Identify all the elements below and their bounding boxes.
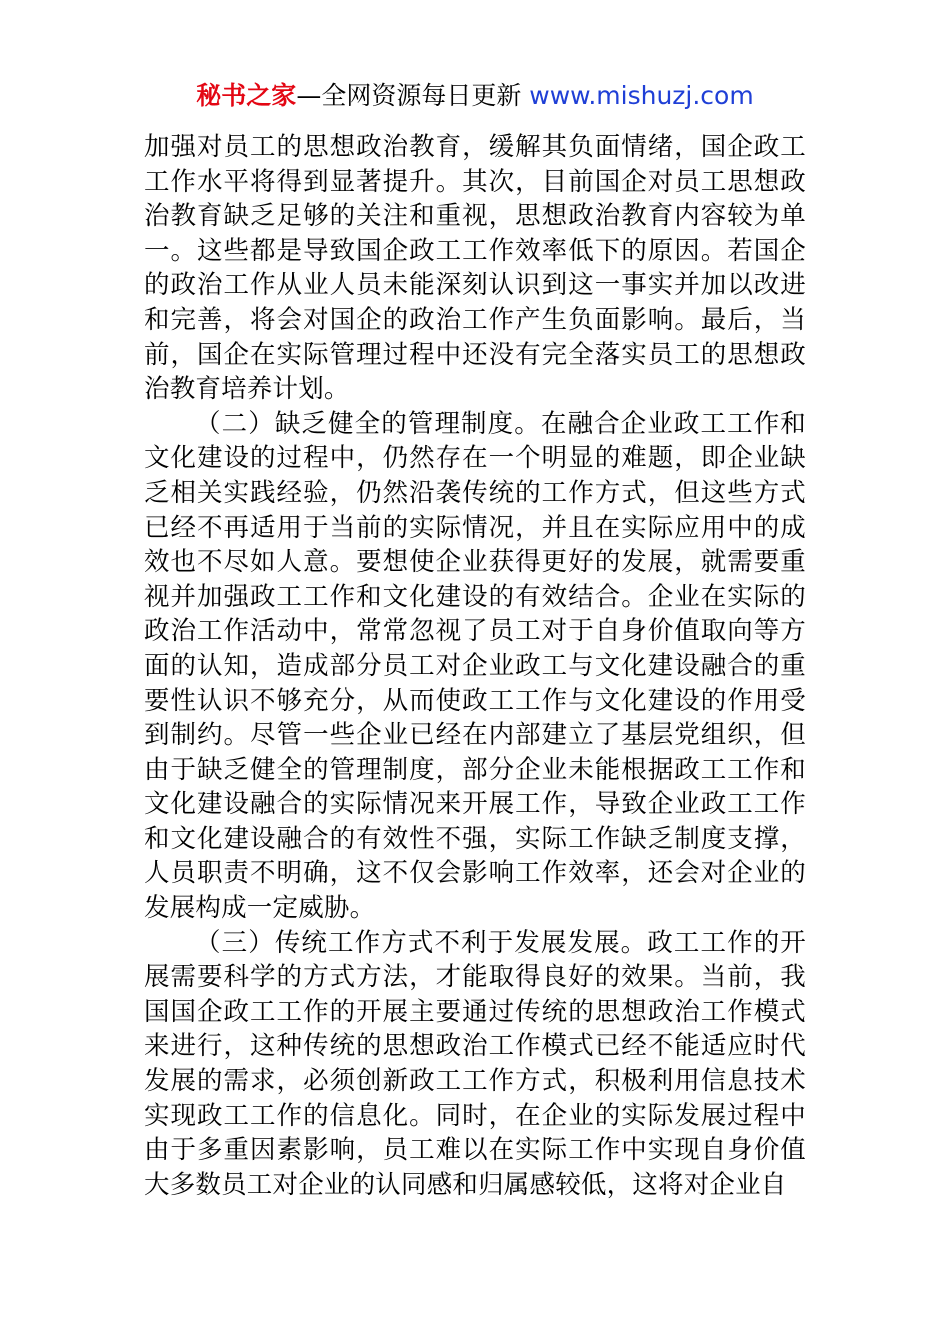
website-link[interactable]: www.mishuzj.com	[529, 81, 754, 110]
paragraph-section-3: （三）传统工作方式不利于发展发展。政工工作的开展需要科学的方式方法，才能取得良好的效果。当前，我国国企政工工作的开展主要通过传统的思想政治工作模式来进行，这种传统的思想政治工作模式已经不能适应时代发展的需求，必须创新政工工作方式，积极利用信息技术实现政工工作的信息化。同时，在企业的实际发展过程中由于多重因素影响，员工难以在实际工作中实现自身价值大多数员工对企业的认同感和归属感较低，这将对企业自	[144, 927, 806, 1200]
brand-name: 秘书之家	[196, 81, 297, 110]
page-header	[0, 80, 950, 112]
document-body	[144, 130, 806, 1202]
header-tagline: —全网资源每日更新	[296, 81, 522, 110]
paragraph-continued: 加强对员工的思想政治教育，缓解其负面情绪，国企政工工作水平将得到显著提升。其次，目前国企对员工思想政治教育缺乏足够的关注和重视，思想政治教育内容较为单一。这些都是导致国企政工工作效率低下的原因。若国企的政治工作从业人员未能深刻认识到这一事实并加以改进和完善，将会对国企的政治工作产生负面影响。最后，当前，国企在实际管理过程中还没有完全落实员工的思想政治教育培养计划。	[144, 132, 806, 405]
paragraph-section-2: （二）缺乏健全的管理制度。在融合企业政工工作和文化建设的过程中，仍然存在一个明显的难题，即企业缺乏相关实践经验，仍然沿袭传统的工作方式，但这些方式已经不再适用于当前的实际情况，并且在实际应用中的成效也不尽如人意。要想使企业获得更好的发展，就需要重视并加强政工工作和文化建设的有效结合。企业在实际的政治工作活动中，常常忽视了员工对于自身价值取向等方面的认知，造成部分员工对企业政工与文化建设融合的重要性认识不够充分，从而使政工工作与文化建设的作用受到制约。尽管一些企业已经在内部建立了基层党组织，但由于缺乏健全的管理制度，部分企业未能根据政工工作和文化建设融合的实际情况来开展工作，导致企业政工工作和文化建设融合的有效性不强，实际工作缺乏制度支撑，人员职责不明确，这不仅会影响工作效率，还会对企业的发展构成一定威胁。	[144, 408, 806, 924]
